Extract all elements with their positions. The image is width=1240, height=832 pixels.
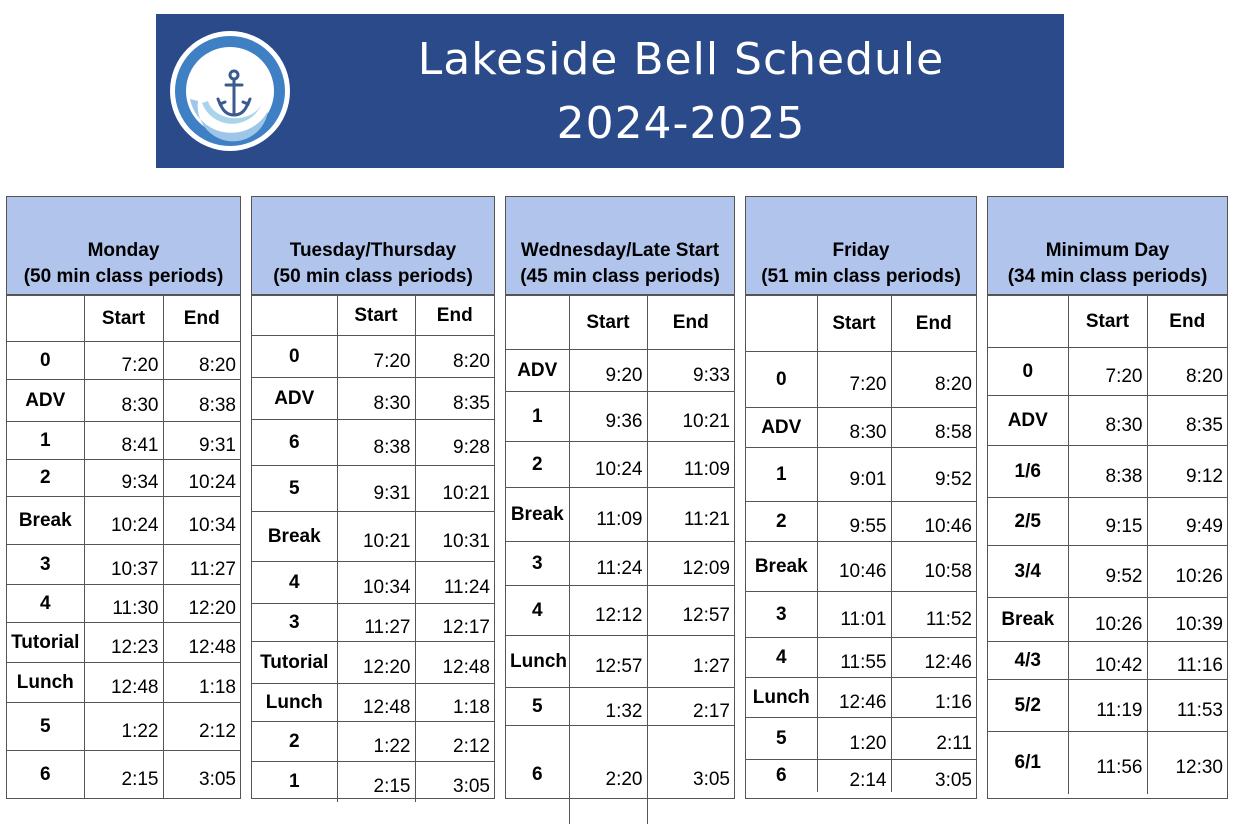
- start-time-cell: 7:20: [817, 352, 891, 408]
- period-cell: 3: [506, 542, 569, 586]
- period-cell: 0: [252, 336, 337, 378]
- title-line-1: Lakeside Bell Schedule: [417, 34, 945, 85]
- start-time-cell: 8:30: [84, 380, 163, 422]
- end-time-cell: 9:52: [891, 448, 976, 502]
- end-header: End: [1147, 296, 1227, 348]
- schedule-table: [7, 295, 240, 799]
- end-time-cell: 8:35: [415, 378, 494, 420]
- start-header: Start: [84, 296, 163, 342]
- table-row: [746, 638, 976, 678]
- period-cell: ADV: [746, 408, 817, 448]
- table-row: [252, 420, 494, 466]
- end-time-cell: 3:05: [415, 762, 494, 802]
- table-row: [746, 760, 976, 793]
- start-time-cell: 1:22: [84, 703, 163, 751]
- schedule-table: [988, 295, 1227, 794]
- table-row: [7, 585, 240, 623]
- start-time-cell: 11:24: [569, 542, 647, 586]
- end-time-cell: 8:38: [163, 380, 240, 422]
- end-time-cell: 1:18: [415, 684, 494, 722]
- start-time-cell: 8:41: [84, 422, 163, 460]
- end-time-cell: 10:26: [1147, 546, 1227, 598]
- table-row: [988, 498, 1227, 546]
- period-cell: 4/3: [988, 642, 1068, 680]
- period-cell: 6: [7, 751, 84, 799]
- end-time-cell: 1:18: [163, 663, 240, 703]
- start-time-cell: 11:56: [1068, 732, 1147, 794]
- schedule-header: [506, 197, 734, 295]
- table-row: [506, 636, 734, 688]
- schedule-header: [252, 197, 494, 295]
- period-cell: 1: [7, 422, 84, 460]
- start-time-cell: 12:12: [569, 586, 647, 636]
- schedule-note: (51 min class periods): [761, 266, 961, 287]
- table-row: [252, 466, 494, 512]
- schedule-note: (50 min class periods): [23, 266, 224, 287]
- table-row: [988, 680, 1227, 732]
- schedule-note: (50 min class periods): [273, 266, 473, 287]
- table-row: [252, 722, 494, 762]
- start-time-cell: 10:21: [337, 512, 415, 562]
- start-time-cell: 10:34: [337, 562, 415, 604]
- period-cell: 0: [988, 348, 1068, 396]
- period-cell: 4: [506, 586, 569, 636]
- banner-title: [371, 28, 991, 156]
- end-time-cell: 11:16: [1147, 642, 1227, 680]
- schedule-header: [7, 197, 240, 295]
- table-row: [252, 684, 494, 722]
- start-time-cell: 8:38: [337, 420, 415, 466]
- table-row: [252, 604, 494, 642]
- end-time-cell: 11:52: [891, 592, 976, 638]
- period-cell: Lunch: [506, 636, 569, 688]
- end-time-cell: 2:12: [415, 722, 494, 762]
- table-row: [746, 502, 976, 542]
- period-cell: 3: [746, 592, 817, 638]
- end-time-cell: 2:17: [647, 688, 734, 726]
- start-time-cell: 8:30: [817, 408, 891, 448]
- end-time-cell: 9:33: [647, 350, 734, 392]
- end-time-cell: 9:49: [1147, 498, 1227, 546]
- period-cell: Lunch: [252, 684, 337, 722]
- table-row: [988, 546, 1227, 598]
- period-cell: 3: [7, 545, 84, 585]
- period-cell: Break: [7, 497, 84, 545]
- end-time-cell: 3:05: [891, 760, 976, 793]
- table-row: [506, 726, 734, 824]
- period-cell: 1: [252, 762, 337, 802]
- column-header-row: [252, 296, 494, 336]
- table-row: [988, 446, 1227, 498]
- table-row: [7, 460, 240, 497]
- start-time-cell: 9:15: [1068, 498, 1147, 546]
- start-header: Start: [337, 296, 415, 336]
- period-cell: 5: [252, 466, 337, 512]
- start-time-cell: 2:15: [84, 751, 163, 799]
- period-cell: 6: [252, 420, 337, 466]
- start-time-cell: 9:20: [569, 350, 647, 392]
- column-header-row: [506, 296, 734, 350]
- start-header: Start: [569, 296, 647, 350]
- schedule-tuesday-thursday: [251, 196, 495, 799]
- end-time-cell: 10:46: [891, 502, 976, 542]
- end-time-cell: 12:17: [415, 604, 494, 642]
- period-cell: 6: [506, 726, 569, 824]
- start-time-cell: 1:20: [817, 718, 891, 760]
- table-row: [988, 396, 1227, 446]
- table-row: [7, 751, 240, 799]
- schedule-note: (45 min class periods): [520, 266, 720, 287]
- schedule-header: [988, 197, 1227, 295]
- start-time-cell: 11:27: [337, 604, 415, 642]
- table-row: [746, 542, 976, 592]
- start-time-cell: 11:55: [817, 638, 891, 678]
- start-time-cell: 12:48: [84, 663, 163, 703]
- period-cell: 2: [506, 442, 569, 488]
- end-time-cell: 11:24: [415, 562, 494, 604]
- table-row: [988, 642, 1227, 680]
- end-header: End: [163, 296, 240, 342]
- end-time-cell: 8:20: [415, 336, 494, 378]
- period-cell: 6: [746, 760, 817, 793]
- end-time-cell: 8:20: [163, 342, 240, 380]
- end-time-cell: 10:31: [415, 512, 494, 562]
- start-time-cell: 9:34: [84, 460, 163, 497]
- table-row: [506, 586, 734, 636]
- table-row: [252, 336, 494, 378]
- period-cell: 0: [746, 352, 817, 408]
- end-time-cell: 2:11: [891, 718, 976, 760]
- table-row: [746, 352, 976, 408]
- table-row: [7, 380, 240, 422]
- start-time-cell: 1:22: [337, 722, 415, 762]
- end-time-cell: 12:30: [1147, 732, 1227, 794]
- start-time-cell: 10:46: [817, 542, 891, 592]
- table-row: [7, 545, 240, 585]
- start-time-cell: 11:30: [84, 585, 163, 623]
- schedule-minimum-day: [987, 196, 1228, 799]
- start-header: Start: [817, 296, 891, 352]
- end-time-cell: 8:35: [1147, 396, 1227, 446]
- table-row: [988, 598, 1227, 642]
- schedule-day: Friday: [832, 240, 890, 261]
- schedule-day: Monday: [87, 240, 160, 261]
- table-row: [746, 678, 976, 718]
- period-cell: ADV: [988, 396, 1068, 446]
- period-cell: 4: [746, 638, 817, 678]
- end-time-cell: 9:12: [1147, 446, 1227, 498]
- period-cell: 1/6: [988, 446, 1068, 498]
- start-time-cell: 7:20: [337, 336, 415, 378]
- start-time-cell: 11:19: [1068, 680, 1147, 732]
- end-time-cell: 11:21: [647, 488, 734, 542]
- end-time-cell: 11:27: [163, 545, 240, 585]
- start-time-cell: 10:26: [1068, 598, 1147, 642]
- start-time-cell: 2:20: [569, 726, 647, 824]
- column-header-row: [7, 296, 240, 342]
- table-row: [252, 762, 494, 802]
- period-cell: Break: [746, 542, 817, 592]
- table-row: [506, 688, 734, 726]
- table-row: [252, 562, 494, 604]
- table-row: [506, 488, 734, 542]
- table-row: [746, 718, 976, 760]
- period-cell: ADV: [506, 350, 569, 392]
- end-time-cell: 12:57: [647, 586, 734, 636]
- period-header-cell: [506, 296, 569, 350]
- start-time-cell: 2:14: [817, 760, 891, 793]
- column-header-row: [746, 296, 976, 352]
- end-time-cell: 10:39: [1147, 598, 1227, 642]
- start-time-cell: 12:23: [84, 623, 163, 663]
- period-cell: 0: [7, 342, 84, 380]
- start-time-cell: 12:48: [337, 684, 415, 722]
- schedule-table: [506, 295, 734, 824]
- period-cell: 4: [7, 585, 84, 623]
- end-header: End: [891, 296, 976, 352]
- table-row: [746, 592, 976, 638]
- end-time-cell: 8:58: [891, 408, 976, 448]
- end-time-cell: 8:20: [891, 352, 976, 408]
- table-row: [7, 422, 240, 460]
- end-header: End: [415, 296, 494, 336]
- period-cell: Tutorial: [7, 623, 84, 663]
- start-header: Start: [1068, 296, 1147, 348]
- period-cell: Lunch: [7, 663, 84, 703]
- period-cell: 2: [7, 460, 84, 497]
- schedule-wednesday-late-start: [505, 196, 735, 799]
- anchor-icon: [168, 29, 292, 153]
- table-row: [252, 378, 494, 420]
- table-row: [506, 542, 734, 586]
- table-row: [746, 448, 976, 502]
- start-time-cell: 9:31: [337, 466, 415, 512]
- period-cell: 5/2: [988, 680, 1068, 732]
- end-time-cell: 10:34: [163, 497, 240, 545]
- start-time-cell: 1:32: [569, 688, 647, 726]
- end-time-cell: 9:28: [415, 420, 494, 466]
- period-cell: 6/1: [988, 732, 1068, 794]
- end-time-cell: 10:58: [891, 542, 976, 592]
- start-time-cell: 8:38: [1068, 446, 1147, 498]
- table-row: [506, 350, 734, 392]
- start-time-cell: 11:01: [817, 592, 891, 638]
- column-header-row: [988, 296, 1227, 348]
- end-time-cell: 1:16: [891, 678, 976, 718]
- table-row: [988, 348, 1227, 396]
- period-cell: 5: [746, 718, 817, 760]
- banner: [156, 14, 1064, 168]
- period-header-cell: [252, 296, 337, 336]
- end-time-cell: 12:48: [415, 642, 494, 684]
- end-time-cell: 11:53: [1147, 680, 1227, 732]
- end-time-cell: 1:27: [647, 636, 734, 688]
- start-time-cell: 12:46: [817, 678, 891, 718]
- period-cell: 1: [506, 392, 569, 442]
- period-cell: 3: [252, 604, 337, 642]
- table-row: [506, 392, 734, 442]
- period-cell: Break: [506, 488, 569, 542]
- start-time-cell: 10:37: [84, 545, 163, 585]
- schedule-note: (34 min class periods): [1007, 266, 1208, 287]
- end-time-cell: 8:20: [1147, 348, 1227, 396]
- end-time-cell: 12:20: [163, 585, 240, 623]
- table-row: [252, 642, 494, 684]
- table-row: [7, 623, 240, 663]
- period-header-cell: [7, 296, 84, 342]
- period-cell: Tutorial: [252, 642, 337, 684]
- period-cell: Break: [252, 512, 337, 562]
- schedule-day: Minimum Day: [1045, 240, 1170, 261]
- period-cell: Lunch: [746, 678, 817, 718]
- start-time-cell: 8:30: [1068, 396, 1147, 446]
- title-line-2: 2024-2025: [556, 98, 806, 149]
- table-row: [7, 342, 240, 380]
- schedule-monday: [6, 196, 241, 799]
- period-cell: 2: [252, 722, 337, 762]
- end-time-cell: 10:21: [647, 392, 734, 442]
- period-header-cell: [988, 296, 1068, 348]
- end-time-cell: 10:21: [415, 466, 494, 512]
- start-time-cell: 2:15: [337, 762, 415, 802]
- end-header: End: [647, 296, 734, 350]
- start-time-cell: 12:20: [337, 642, 415, 684]
- period-cell: ADV: [252, 378, 337, 420]
- table-row: [7, 497, 240, 545]
- start-time-cell: 11:09: [569, 488, 647, 542]
- period-cell: 3/4: [988, 546, 1068, 598]
- end-time-cell: 12:09: [647, 542, 734, 586]
- period-cell: 1: [746, 448, 817, 502]
- start-time-cell: 8:30: [337, 378, 415, 420]
- schedule-table: [252, 295, 494, 802]
- start-time-cell: 12:57: [569, 636, 647, 688]
- table-row: [746, 408, 976, 448]
- end-time-cell: 9:31: [163, 422, 240, 460]
- table-row: [252, 512, 494, 562]
- end-time-cell: 11:09: [647, 442, 734, 488]
- start-time-cell: 9:52: [1068, 546, 1147, 598]
- schedule-friday: [745, 196, 977, 799]
- start-time-cell: 10:24: [84, 497, 163, 545]
- schedule-day: Tuesday/Thursday: [289, 240, 457, 261]
- period-header-cell: [746, 296, 817, 352]
- table-row: [506, 442, 734, 488]
- end-time-cell: 3:05: [163, 751, 240, 799]
- period-cell: Break: [988, 598, 1068, 642]
- start-time-cell: 7:20: [84, 342, 163, 380]
- end-time-cell: 2:12: [163, 703, 240, 751]
- start-time-cell: 9:01: [817, 448, 891, 502]
- schedule-day: Wednesday/Late Start: [520, 240, 720, 261]
- table-row: [7, 663, 240, 703]
- start-time-cell: 10:42: [1068, 642, 1147, 680]
- end-time-cell: 12:46: [891, 638, 976, 678]
- period-cell: 2/5: [988, 498, 1068, 546]
- schedule-header: [746, 197, 976, 295]
- start-time-cell: 7:20: [1068, 348, 1147, 396]
- period-cell: 4: [252, 562, 337, 604]
- period-cell: ADV: [7, 380, 84, 422]
- table-row: [7, 703, 240, 751]
- period-cell: 5: [506, 688, 569, 726]
- end-time-cell: 10:24: [163, 460, 240, 497]
- end-time-cell: 12:48: [163, 623, 240, 663]
- start-time-cell: 10:24: [569, 442, 647, 488]
- end-time-cell: 3:05: [647, 726, 734, 824]
- period-cell: 5: [7, 703, 84, 751]
- table-row: [988, 732, 1227, 794]
- schedule-table: [746, 295, 976, 792]
- start-time-cell: 9:55: [817, 502, 891, 542]
- start-time-cell: 9:36: [569, 392, 647, 442]
- period-cell: 2: [746, 502, 817, 542]
